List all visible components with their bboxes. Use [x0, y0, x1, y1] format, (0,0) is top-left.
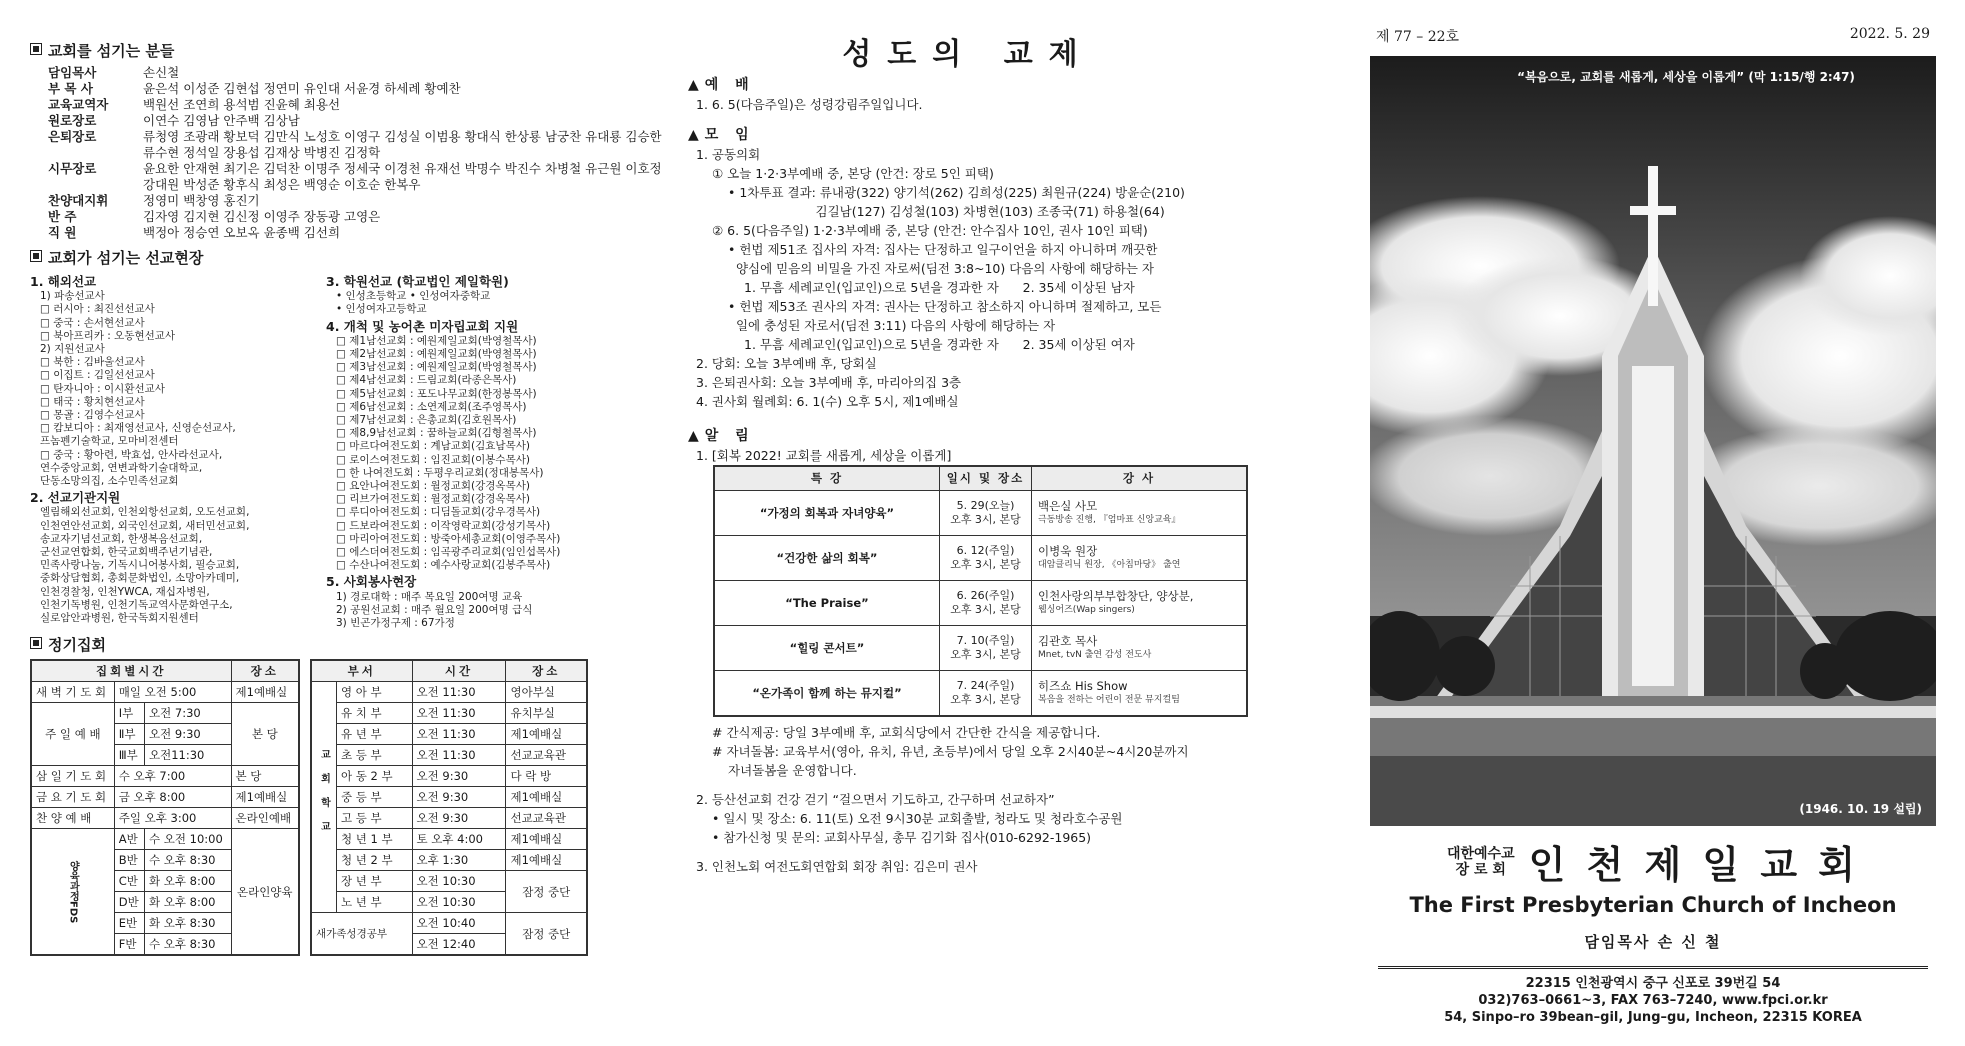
meeting-item: 3. 은퇴권사회: 오늘 3부예배 후, 마리아의집 3층 [696, 375, 962, 390]
dept-place: 선교교육관 [506, 808, 587, 829]
cover-header [1368, 26, 1938, 46]
table-row [311, 913, 587, 934]
dept-place: 다 락 방 [506, 766, 587, 787]
lecture-row [714, 536, 1247, 581]
staff-row [30, 81, 665, 97]
speaker-name: 히즈쇼 His Show [1038, 679, 1128, 693]
service-time: 매일 오전 5:00 [114, 682, 231, 703]
dept-name: 고 등 부 [337, 808, 412, 829]
notice-item: 자녀돌봄을 운영합니다. [728, 763, 857, 778]
mission-item: □ 제6남선교회 : 소연제교회(조주영목사) [336, 400, 527, 413]
staff-row [30, 65, 665, 81]
mission-item: □ 제7남선교회 : 은총교회(김호원목사) [336, 414, 517, 427]
edu-label: 교회학교 [311, 682, 337, 913]
speaker-name: 김관호 목사 [1038, 634, 1098, 648]
mission-item: 인천기독병원, 인천기독교역사문화연구소, [40, 598, 233, 611]
dept-name: 유 년 부 [337, 724, 412, 745]
meeting-item: ① 오늘 1·2·3부예배 중, 본당 (안건: 장로 5인 피택) [712, 166, 994, 181]
church-identity [1368, 834, 1938, 1026]
class-name: A반 [114, 829, 144, 850]
mission-item: □ 제5남선교회 : 포도나무교회(한정봉목사) [336, 387, 537, 400]
service-name: 금 요 기 도 회 [31, 787, 114, 808]
dept-time: 오전 9:30 [412, 787, 506, 808]
col-header: 장소 [231, 660, 299, 682]
fellowship-column [688, 37, 1248, 876]
dept-name: 청 년 2 부 [337, 850, 412, 871]
lecture-date: 5. 29(오늘) [956, 499, 1015, 512]
mission-item: 1) 경로대학 : 매주 목요일 200여명 교육 [336, 590, 523, 603]
mission-group-heading: 2. 선교기관지원 [30, 490, 121, 506]
lecture-date: 7. 10(주일) [956, 634, 1015, 647]
table-row [31, 703, 299, 724]
lecture-speaker [1032, 536, 1247, 581]
missions-left-column [30, 272, 310, 630]
lecture-table [713, 465, 1248, 717]
mission-item: □ 중국 : 손서현선교사 [40, 316, 145, 329]
dept-place: 잠정 중단 [506, 871, 587, 913]
staff-role: 부 목 사 [48, 81, 93, 96]
church-building-illustration [1370, 56, 1936, 826]
lecture-date: 6. 26(주일) [956, 589, 1015, 602]
mission-item: 민족사랑나눔, 기독시니어봉사회, 필승교회, [40, 559, 240, 572]
square-bullet-icon [30, 250, 42, 262]
speaker-note: 복음을 전하는 어린이 전문 뮤지컬팀 [1038, 695, 1180, 705]
mission-item: 중화상담협회, 총회문화법인, 소망아카데미, [40, 572, 240, 585]
lecture-date-place [939, 536, 1031, 581]
staff-names: 이연수 김영남 안주백 김상남 [143, 113, 300, 128]
dept-time: 오전 11:30 [412, 682, 506, 703]
table-row [311, 850, 587, 871]
service-part: Ⅲ부 [114, 745, 144, 766]
lecture-title: “온가족이 함께 하는 뮤지컬” [714, 671, 939, 717]
service-time: 오전 9:30 [145, 724, 232, 745]
staff-role: 원로장로 [48, 113, 97, 128]
class-name: B반 [114, 850, 144, 871]
service-name: 삼 일 기 도 회 [31, 766, 114, 787]
staff-names: 백원선 조연희 용석범 진윤혜 최용선 [143, 97, 341, 112]
staff-list [30, 65, 665, 241]
staff-role: 반 주 [48, 209, 77, 224]
mission-item: 1) 파송선교사 [40, 290, 105, 303]
denomination-line2: 장 로 회 [1455, 861, 1506, 878]
lecture-date-place [939, 581, 1031, 626]
speaker-name: 백은실 사모 [1038, 499, 1098, 513]
mission-item: 단동소망의집, 소수민족선교회 [40, 475, 179, 488]
mission-group-heading: 1. 해외선교 [30, 274, 97, 289]
table-row [311, 871, 587, 892]
mission-item: □ 한 나여전도회 : 두평우리교회(정대봉목사) [336, 466, 544, 479]
lecture-title: “The Praise” [714, 581, 939, 626]
dept-time: 오후 1:30 [412, 850, 506, 871]
notice-item [688, 780, 1248, 790]
speaker-note: 대암클리닉 원장, 《아침마당》 출연 [1038, 560, 1181, 570]
mission-item: □ 마르다여전도회 : 계남교회(김효남목사) [336, 440, 530, 453]
speaker-note: 웹싱어즈(Wap singers) [1038, 605, 1135, 615]
church-name-english: The First Presbyterian Church of Incheon [1409, 893, 1897, 917]
staff-row [30, 113, 665, 129]
gathering-schedule-table [30, 659, 300, 956]
mission-item: 인천연안선교회, 외국인선교회, 새터민선교회, [40, 519, 250, 532]
meeting-item: • 헌법 제51조 집사의 자격: 집사는 단정하고 일구이언을 하지 아니하며 깨끗한 [728, 242, 1158, 257]
table-row [31, 766, 299, 787]
lecture-date: 6. 12(주일) [956, 544, 1015, 557]
table-row [311, 724, 587, 745]
staff-role: 직 원 [48, 225, 77, 240]
mission-item: □ 몽골 : 김영수선교사 [40, 409, 145, 422]
worship-item: 1. 6. 5(다음주일)은 성령강림주일입니다. [696, 97, 923, 112]
mission-item: □ 태국 : 황치현선교사 [40, 395, 145, 408]
col-header: 부서 [311, 660, 412, 682]
mission-item: □ 드보라여전도회 : 이작영락교회(강성기목사) [336, 519, 551, 532]
service-place: 제1예배실 [231, 787, 299, 808]
mission-item: 2) 지원선교사 [40, 343, 105, 356]
lecture-time: 오후 3시, 본당 [950, 603, 1021, 616]
square-bullet-icon [30, 637, 42, 649]
meeting-item: 4. 권사회 월례회: 6. 1(수) 오후 5시, 제1예배실 [696, 394, 959, 409]
new-family-time: 오전 12:40 [412, 934, 506, 956]
dept-place: 제1예배실 [506, 724, 587, 745]
mission-item: 엘림해외선교회, 인천외항선교회, 오도선교회, [40, 506, 250, 519]
table-header-row [311, 660, 587, 682]
lecture-speaker [1032, 581, 1247, 626]
table-row [311, 703, 587, 724]
staff-names: 윤은석 이성준 김현섭 정연미 유인대 서윤경 하세례 황예찬 [143, 81, 461, 96]
lecture-speaker [1032, 491, 1247, 536]
lecture-time: 오후 3시, 본당 [950, 648, 1021, 661]
dept-name: 유 치 부 [337, 703, 412, 724]
mission-item: □ 제1남선교회 : 예원제일교회(박영철목사) [336, 334, 537, 347]
lecture-date: 7. 24(주일) [956, 679, 1015, 692]
lecture-title: “건강한 삶의 회복” [714, 536, 939, 581]
col-header: 시간 [412, 660, 506, 682]
servants-heading: 교회를 섬기는 분들 [30, 40, 665, 61]
dept-time: 토 오후 4:00 [412, 829, 506, 850]
worship-section-heading: ▲예 배 [688, 77, 755, 93]
meeting-section-heading: ▲모 임 [688, 127, 755, 143]
mission-item: 송교자기념선교회, 한생복음선교회, [40, 532, 203, 545]
staff-names: 류청영 조광래 황보덕 김만식 노성호 이영구 김성실 이범용 황대식 한상룡 남궁찬 유대룡 김승한 류수현 정석일 장용섭 김재상 박병진 김정학 [143, 129, 662, 160]
department-schedule-table [310, 659, 588, 956]
founded-date: (1946. 10. 19 설립) [1799, 802, 1922, 816]
staff-row [30, 97, 665, 113]
service-place: 본 당 [231, 703, 299, 766]
dept-place: 영아부실 [506, 682, 587, 703]
staff-names: 손신철 [143, 65, 180, 80]
dept-name: 중 등 부 [337, 787, 412, 808]
service-time: 오전 7:30 [145, 703, 232, 724]
dept-time: 오전 9:30 [412, 808, 506, 829]
bulletin-date: 2022. 5. 29 [1849, 26, 1930, 42]
service-time: 오전11:30 [145, 745, 232, 766]
staff-row [30, 209, 665, 225]
issue-number: 제 77 – 22호 [1376, 29, 1460, 45]
mission-item: □ 로이스여전도회 : 임진교회(이봉수목사) [336, 453, 530, 466]
dept-name: 장 년 부 [337, 871, 412, 892]
mission-item: □ 제3남선교회 : 예원제일교회(박영철목사) [336, 361, 537, 374]
denomination [1447, 846, 1515, 878]
dept-time: 오전 11:30 [412, 703, 506, 724]
mission-group-heading: 5. 사회봉사현장 [326, 574, 417, 590]
table-row [311, 808, 587, 829]
staff-role: 교육교역자 [48, 97, 109, 112]
service-part: Ⅱ부 [114, 724, 144, 745]
lecture-row [714, 626, 1247, 671]
class-name: F반 [114, 934, 144, 956]
table-row [311, 682, 587, 703]
service-time: 수 오후 7:00 [114, 766, 231, 787]
mission-item: □ 수산나여전도회 : 예수사랑교회(김봉주목사) [336, 559, 551, 572]
church-name-korean: 인 천 제 일 교 회 [1528, 843, 1860, 887]
dept-name: 노 년 부 [337, 892, 412, 913]
class-time: 수 오후 8:30 [145, 934, 232, 956]
gatherings-tables [30, 659, 665, 956]
new-family-time: 오전 10:40 [412, 913, 506, 934]
notice-item: • 일시 및 장소: 6. 11(토) 오전 9시30분 교회출발, 청라도 및 청라호수공원 [712, 811, 1123, 826]
service-time: 주일 오후 3:00 [114, 808, 231, 829]
class-name: E반 [114, 913, 144, 934]
lecture-speaker [1032, 671, 1247, 717]
lecture-date-place [939, 491, 1031, 536]
dept-place: 제1예배실 [506, 829, 587, 850]
speaker-name: 이병욱 원장 [1038, 544, 1098, 558]
meeting-item: 양심에 믿음의 비밀을 가진 자로써(딤전 3:8~10) 다음의 사항에 해당하는 자 [728, 261, 1154, 276]
lecture-time: 오후 3시, 본당 [950, 558, 1021, 571]
worship-notices [688, 95, 1248, 114]
table-row [31, 808, 299, 829]
dept-time: 오전 11:30 [412, 724, 506, 745]
staff-names: 윤요한 안재현 최기은 김덕찬 이명주 정세국 이경천 유재선 박명수 박진수 차병철 유근원 이호정 강대원 박성준 황후식 최성은 백영순 이호순 한복우 [143, 161, 662, 192]
service-name: 새 벽 기 도 회 [31, 682, 114, 703]
notice-section-heading: ▲알 림 [688, 428, 755, 444]
dept-name: 청 년 1 부 [337, 829, 412, 850]
service-name: 찬 양 예 배 [31, 808, 114, 829]
class-time: 수 오전 10:00 [145, 829, 232, 850]
meeting-item: 1. 무흠 세례교인(입교인)으로 5년을 경과한 자 2. 35세 이상된 남자 [744, 280, 1135, 295]
class-name: C반 [114, 871, 144, 892]
senior-pastor: 담임목사 손 신 철 [1584, 933, 1722, 951]
meeting-item: 김길남(127) 김성철(103) 차병현(103) 조종국(71) 하용철(64) [744, 204, 1165, 219]
lecture-speaker [1032, 626, 1247, 671]
col-header: 집회별시간 [31, 660, 231, 682]
mission-item: □ 제8,9남선교회 : 꿈하늘교회(김형철목사) [336, 427, 537, 440]
mission-item: • 인성초등학교 • 인성여자중학교 [336, 290, 491, 303]
staff-names: 김자영 김지현 김신정 이영주 장동광 고영은 [143, 209, 381, 224]
staff-row [30, 193, 665, 209]
notice-item: # 자녀돌봄: 교육부서(영아, 유치, 유년, 초등부)에서 당일 오후 2시40분~4시20분까지 [712, 744, 1189, 759]
dept-place: 선교교육관 [506, 745, 587, 766]
speaker-note: Mnet, tvN 출연 감성 전도사 [1038, 650, 1152, 660]
dept-name: 아 동 2 부 [337, 766, 412, 787]
missions-content [30, 272, 665, 630]
table-row [311, 829, 587, 850]
table-row [31, 787, 299, 808]
service-place: 온라인예배 [231, 808, 299, 829]
table-header-row [714, 466, 1247, 491]
church-name-row [1368, 834, 1938, 889]
staff-role: 은퇴장로 [48, 129, 97, 144]
mission-item: □ 에스더여전도회 : 임곡광주리교회(임인섭목사) [336, 546, 561, 559]
staff-role: 담임목사 [48, 65, 97, 80]
staff-row [30, 225, 665, 241]
staff-names: 백정아 정승연 오보옥 윤종백 김선희 [143, 225, 341, 240]
missions-heading: 교회가 섬기는 선교현장 [30, 247, 665, 268]
service-time: 금 오후 8:00 [114, 787, 231, 808]
lecture-row [714, 581, 1247, 626]
table-row [31, 682, 299, 703]
col-header: 일시 및 장소 [939, 466, 1031, 491]
contact-info [1368, 975, 1938, 1026]
dept-time: 오전 10:30 [412, 871, 506, 892]
class-time: 화 오후 8:00 [145, 892, 232, 913]
speaker-name: 인천사랑의부부합창단, 양상분, [1038, 589, 1194, 603]
address-english: 54, Sinpo–ro 39bean–gil, Jung–gu, Incheon, 22315 KOREA [1444, 1010, 1862, 1025]
meeting-notices [688, 145, 1248, 411]
mission-item: 2) 공원선교회 : 매주 월요일 200여명 급식 [336, 603, 533, 616]
dept-time: 오전 10:30 [412, 892, 506, 913]
notice-item [688, 847, 1248, 857]
class-time: 수 오후 8:30 [145, 850, 232, 871]
meeting-item: • 1차투표 결과: 류내광(322) 양기석(262) 김희성(225) 최원규(224) 방윤순(210) [728, 185, 1185, 200]
bulletin-cover [1368, 26, 1938, 1025]
phone-fax-web: 032)763–0661~3, FAX 763–7240, www.fpci.or.kr [1478, 993, 1828, 1008]
meeting-item: 1. 공동의회 [696, 147, 761, 162]
service-name: 주 일 예 배 [31, 703, 114, 766]
address-korean: 22315 인천광역시 중구 신포로 39번길 54 [1525, 976, 1781, 991]
mission-item: 연수중앙교회, 연변과학기술대학교, [40, 461, 203, 474]
meeting-item: 일에 충성된 자로서(딤전 3:11) 다음의 사항에 해당하는 자 [728, 318, 1056, 333]
table-row [311, 745, 587, 766]
mission-item: □ 요안나여전도회 : 월정교회(강경옥목사) [336, 480, 530, 493]
table-row [311, 787, 587, 808]
lecture-date-place [939, 671, 1031, 717]
mission-item: □ 제2남선교회 : 예원제일교회(박영철목사) [336, 348, 537, 361]
meeting-item: 1. 무흠 세례교인(입교인)으로 5년을 경과한 자 2. 35세 이상된 여자 [744, 337, 1135, 352]
notice-item: # 간식제공: 당일 3부예배 후, 교회식당에서 간단한 간식을 제공합니다. [712, 725, 1101, 740]
church-photo [1370, 56, 1936, 826]
mission-item: 인천경찰청, 인천YWCA, 재십자병원, [40, 585, 210, 598]
mission-item: 3) 빈곤가정구제 : 67가정 [336, 617, 455, 630]
class-time: 화 오후 8:30 [145, 913, 232, 934]
dept-name: 영 아 부 [337, 682, 412, 703]
dept-place: 제1예배실 [506, 787, 587, 808]
dept-time: 오전 11:30 [412, 745, 506, 766]
lecture-row [714, 671, 1247, 717]
meeting-item: 2. 당회: 오늘 3부예배 후, 당회실 [696, 356, 877, 371]
mission-item: 실로암안과병원, 한국독회지원센터 [40, 612, 199, 625]
square-bullet-icon [30, 43, 42, 55]
notice-item: 2. 등산선교회 건강 걷기 “걸으면서 기도하고, 간구하며 선교하자” [696, 792, 1055, 807]
staff-names: 정영미 백창영 홍진기 [143, 193, 260, 208]
mission-group-heading: 3. 학원선교 (학교법인 제일학원) [326, 274, 509, 289]
missions-right-column [326, 272, 646, 630]
mission-item: • 인성여자고등학교 [336, 303, 427, 316]
service-part: Ⅰ부 [114, 703, 144, 724]
fds-place: 온라인양육 [231, 829, 299, 956]
mission-item: □ 북아프리카 : 오동현선교사 [40, 329, 176, 342]
lecture-time: 오후 3시, 본당 [950, 693, 1021, 706]
service-place: 본 당 [231, 766, 299, 787]
class-time: 화 오후 8:00 [145, 871, 232, 892]
new-family-place: 잠정 중단 [506, 913, 587, 956]
notice-list [688, 723, 1248, 876]
denomination-line1: 대한예수교 [1446, 845, 1515, 862]
table-row [31, 829, 299, 850]
meeting-item: • 헌법 제53조 권사의 자격: 권사는 단정하고 참소하지 아니하며 절제하고, 모든 [728, 299, 1162, 314]
notice-item: • 참가신청 및 문의: 교회사무실, 총무 김기화 집사(010-6292-1965) [712, 830, 1092, 845]
mission-item: □ 러시아 : 최진선선교사 [40, 303, 155, 316]
mission-item: □ 제4남선교회 : 드림교회(라종은목사) [336, 374, 517, 387]
lecture-date-place [939, 626, 1031, 671]
notice-item: 3. 인천노회 여전도회연합회 회장 취임: 김은미 권사 [696, 859, 978, 874]
mission-group-heading: 4. 개척 및 농어촌 미자립교회 지원 [326, 318, 519, 334]
mission-item: □ 루디아여전도회 : 디딤돌교회(강우경목사) [336, 506, 541, 519]
table-header-row [31, 660, 299, 682]
mission-item: □ 중국 : 황아련, 박효섭, 안사라선교사, [40, 448, 223, 461]
table-row [311, 766, 587, 787]
col-header: 특 강 [714, 466, 939, 491]
dept-place: 제1예배실 [506, 850, 587, 871]
lecture-title: “가정의 회복과 자녀양육” [714, 491, 939, 536]
mission-item: □ 마리아여전도회 : 방죽아세총교회(이영주목사) [336, 532, 561, 545]
fellowship-title: 성도의 교제 [842, 37, 1094, 72]
cover-verse: “복음으로, 교회를 새롭게, 세상을 이롭게” (막 1:15/행 2:47) [1517, 70, 1855, 84]
dept-place: 유치부실 [506, 703, 587, 724]
fds-label: 양육과정FDS [31, 829, 114, 956]
col-header: 장소 [506, 660, 587, 682]
mission-item: 군선교연합회, 한국교회백주년기념관, [40, 546, 213, 559]
mission-item: □ 탄자니아 : 이시환선교사 [40, 382, 165, 395]
mission-item: □ 리브가여전도회 : 월정교회(강경옥목사) [336, 493, 530, 506]
meeting-item: ② 6. 5(다음주일) 1·2·3부예배 중, 본당 (안건: 안수집사 10인, 권사 10인 피택) [712, 223, 1148, 238]
speaker-note: 극동방송 진행, 『엄마표 신앙교육』 [1038, 515, 1181, 525]
mission-item: 프놈펜기술학교, 모마비전센터 [40, 435, 179, 448]
staff-row [30, 129, 665, 161]
staff-row [30, 161, 665, 193]
lecture-time: 오후 3시, 본당 [950, 513, 1021, 526]
servants-and-missions-column [30, 38, 665, 956]
mission-item: □ 이집트 : 김일선선교사 [40, 369, 155, 382]
dept-name: 초 등 부 [337, 745, 412, 766]
lecture-title: “힐링 콘서트” [714, 626, 939, 671]
gatherings-heading: 정기집회 [30, 634, 665, 655]
class-name: D반 [114, 892, 144, 913]
service-place: 제1예배실 [231, 682, 299, 703]
col-header: 강 사 [1032, 466, 1247, 491]
divider [1378, 966, 1928, 969]
staff-role: 시무장로 [48, 161, 97, 176]
staff-role: 찬양대지휘 [48, 193, 109, 208]
lecture-row [714, 491, 1247, 536]
mission-item: □ 북한 : 김바울선교사 [40, 356, 145, 369]
lecture-series-title: 1. [회복 2022! 교회를 새롭게, 세상을 이롭게] [696, 448, 952, 463]
dept-time: 오전 9:30 [412, 766, 506, 787]
mission-item: □ 캄보디아 : 최재영선교사, 신영순선교사, [40, 422, 236, 435]
new-family-name: 새가족성경공부 [311, 913, 412, 956]
